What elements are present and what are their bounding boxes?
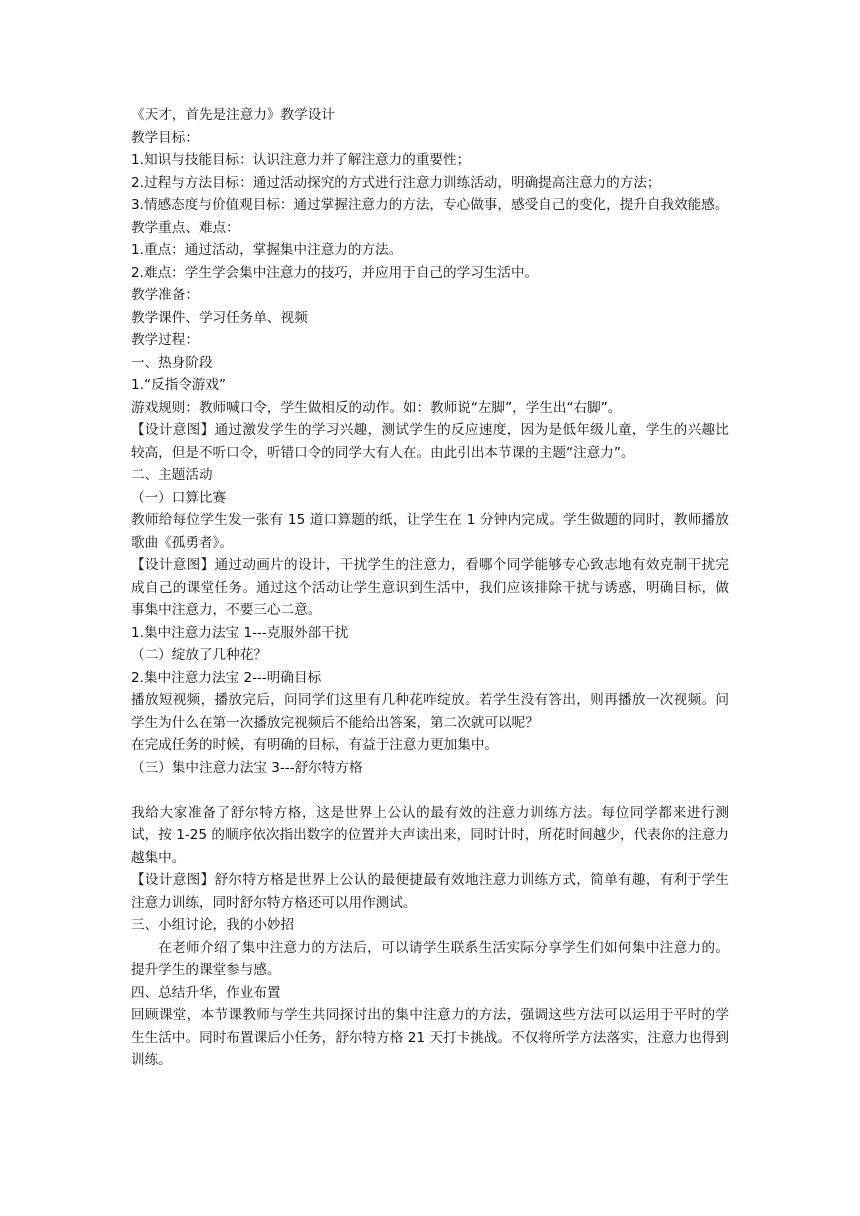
section-heading-preparation: 教学准备： xyxy=(131,287,199,303)
activity-heading: 1.“反指令游戏” xyxy=(131,377,227,393)
objective-item: 2.过程与方法目标：通过活动探究的方式进行注意力训练活动，明确提高注意力的方法； xyxy=(131,174,661,191)
paragraph: 我给大家准备了舒尔特方格，这是世界上公认的最有效的注意力训练方法。每位同学都来进行测试，按 1-25 的顺序依次指出数字的位置并大声读出来，同时计时，所花时间越少，代表你的注意力越集中。 xyxy=(131,804,729,866)
part-heading: 一、热身阶段 xyxy=(131,354,213,371)
section-heading-process: 教学过程： xyxy=(131,332,199,348)
activity-heading: （二）绽放了几种花？ xyxy=(131,647,267,663)
method-heading: 1.集中注意力法宝 1---克服外部干扰 xyxy=(131,624,349,641)
document-title: 《天才，首先是注意力》教学设计 xyxy=(131,107,335,123)
section-heading-key-points: 教学重点、难点： xyxy=(131,219,240,236)
paragraph: 教师给每位学生发一张有 15 道口算题的纸，让学生在 1 分钟内完成。学生做题的同时，教师播放歌曲《孤勇者》。 xyxy=(131,512,729,551)
activity-heading: （一）口算比赛 xyxy=(131,489,227,506)
paragraph: 在完成任务的时候，有明确的目标，有益于注意力更加集中。 xyxy=(131,737,499,753)
design-intent-paragraph: 【设计意图】舒尔特方格是世界上公认的最便捷最有效地注意力训练方式，简单有趣，有利于学生注意力训练，同时舒尔特方格还可以用作测试。 xyxy=(131,872,729,911)
design-intent-paragraph: 【设计意图】通过激发学生的学习兴趣，测试学生的反应速度，因为是低年级儿童，学生的兴趣比较高，但是不听口令，听错口令的同学大有人在。由此引出本节课的主题“注意力”。 xyxy=(131,422,729,461)
activity-heading: （三）集中注意力法宝 3---舒尔特方格 xyxy=(131,759,363,776)
design-intent-paragraph: 【设计意图】通过动画片的设计，干扰学生的注意力，看哪个同学能够专心致志地有效克制干扰完成自己的课堂任务。通过这个活动让学生意识到生活中，我们应该排除干扰与诱惑，明确目标，做事集中注意力，不要三心二意。 xyxy=(131,557,729,618)
paragraph: 在老师介绍了集中注意力的方法后，可以请学生联系生活实际分享学生们如何集中注意力的。提升学生的课堂参与感。 xyxy=(131,939,729,978)
part-heading: 三、小组讨论，我的小妙招 xyxy=(131,917,295,933)
document-body xyxy=(131,104,729,1072)
section-heading-objectives: 教学目标： xyxy=(131,129,199,146)
key-point-item: 1.重点：通过活动，掌握集中注意力的方法。 xyxy=(131,242,403,258)
paragraph: 回顾课堂，本节课教师与学生共同探讨出的集中注意力的方法，强调这些方法可以运用于平时的学生生活中。同时布置课后小任务，舒尔特方格 21 天打卡挑战。不仅将所学方法落实，注意力也得到训练。 xyxy=(131,1007,729,1068)
objective-item: 1.知识与技能目标：认识注意力并了解注意力的重要性； xyxy=(131,152,471,168)
paragraph: 游戏规则：教师喊口令，学生做相反的动作。如：教师说“左脚”，学生出“右脚”。 xyxy=(131,399,622,416)
method-heading: 2.集中注意力法宝 2---明确目标 xyxy=(131,669,322,686)
preparation-text: 教学课件、学习任务单、视频 xyxy=(131,309,308,326)
key-point-item: 2.难点：学生学会集中注意力的技巧，并应用于自己的学习生活中。 xyxy=(131,264,539,281)
part-heading: 四、总结升华，作业布置 xyxy=(131,984,281,1001)
objective-item: 3.情感态度与价值观目标：通过掌握注意力的方法，专心做事，感受自己的变化，提升自我效能感。 xyxy=(131,197,729,213)
paragraph: 播放短视频，播放完后，问同学们这里有几种花咋绽放。若学生没有答出，则再播放一次视频。问学生为什么在第一次播放完视频后不能给出答案，第二次就可以呢？ xyxy=(131,692,729,731)
part-heading: 二、主题活动 xyxy=(131,467,213,483)
blank-line xyxy=(131,779,729,802)
